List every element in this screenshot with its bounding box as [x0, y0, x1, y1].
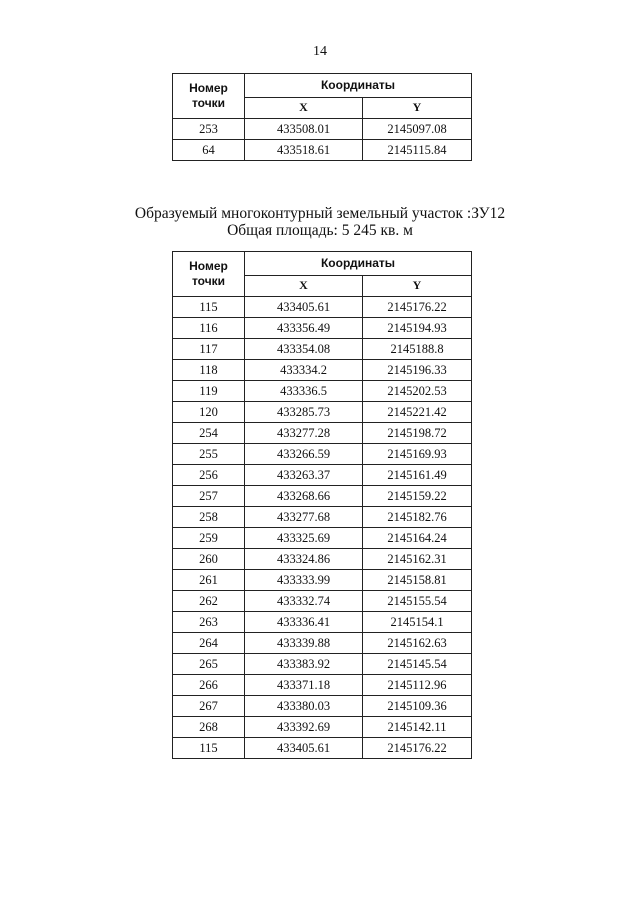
x-coordinate-cell: 433325.69 [245, 528, 363, 549]
point-number-cell: 267 [173, 696, 245, 717]
x-header: X [245, 97, 363, 118]
point-number-cell: 254 [173, 423, 245, 444]
y-coordinate-cell: 2145115.84 [363, 140, 472, 161]
point-number-cell: 115 [173, 297, 245, 318]
y-coordinate-cell: 2145154.1 [363, 612, 472, 633]
y-coordinate-cell: 2145109.36 [363, 696, 472, 717]
y-coordinate-cell: 2145188.8 [363, 339, 472, 360]
point-number-cell: 264 [173, 633, 245, 654]
point-number-cell: 256 [173, 465, 245, 486]
x-coordinate-cell: 433266.59 [245, 444, 363, 465]
table-row [173, 549, 472, 570]
y-coordinate-cell: 2145162.63 [363, 633, 472, 654]
y-coordinate-cell: 2145221.42 [363, 402, 472, 423]
table-row [173, 360, 472, 381]
table-row [173, 297, 472, 318]
x-coordinate-cell: 433277.68 [245, 507, 363, 528]
y-coordinate-cell: 2145169.93 [363, 444, 472, 465]
x-coordinate-cell: 433354.08 [245, 339, 363, 360]
table-row [173, 486, 472, 507]
x-coordinate-cell: 433405.61 [245, 297, 363, 318]
point-number-cell: 262 [173, 591, 245, 612]
table-row [173, 381, 472, 402]
coordinates-table-2 [172, 251, 472, 759]
coordinates-header: Координаты [245, 252, 472, 276]
table-row [173, 465, 472, 486]
x-coordinate-cell: 433405.61 [245, 738, 363, 759]
point-number-cell: 117 [173, 339, 245, 360]
point-number-cell: 257 [173, 486, 245, 507]
point-number-cell: 265 [173, 654, 245, 675]
x-coordinate-cell: 433332.74 [245, 591, 363, 612]
x-coordinate-cell: 433508.01 [245, 119, 363, 140]
y-coordinate-cell: 2145202.53 [363, 381, 472, 402]
table-row [173, 507, 472, 528]
point-number-header: Номер точки [173, 74, 245, 119]
y-coordinate-cell: 2145196.33 [363, 360, 472, 381]
table-row [173, 402, 472, 423]
y-coordinate-cell: 2145161.49 [363, 465, 472, 486]
point-number-cell: 64 [173, 140, 245, 161]
table-row [173, 675, 472, 696]
y-coordinate-cell: 2145182.76 [363, 507, 472, 528]
y-coordinate-cell: 2145142.11 [363, 717, 472, 738]
table-row [173, 612, 472, 633]
y-coordinate-cell: 2145198.72 [363, 423, 472, 444]
point-number-cell: 260 [173, 549, 245, 570]
y-coordinate-cell: 2145194.93 [363, 318, 472, 339]
y-coordinate-cell: 2145112.96 [363, 675, 472, 696]
x-coordinate-cell: 433383.92 [245, 654, 363, 675]
table-2-body [173, 297, 472, 759]
x-coordinate-cell: 433356.49 [245, 318, 363, 339]
table-row [173, 654, 472, 675]
point-number-cell: 258 [173, 507, 245, 528]
point-number-cell: 115 [173, 738, 245, 759]
y-coordinate-cell: 2145176.22 [363, 738, 472, 759]
x-coordinate-cell: 433263.37 [245, 465, 363, 486]
page-number: 14 [313, 44, 327, 59]
x-header: X [245, 275, 363, 296]
y-header: Y [363, 97, 472, 118]
point-number-cell: 263 [173, 612, 245, 633]
y-coordinate-cell: 2145097.08 [363, 119, 472, 140]
x-coordinate-cell: 433324.86 [245, 549, 363, 570]
point-number-cell: 261 [173, 570, 245, 591]
y-coordinate-cell: 2145145.54 [363, 654, 472, 675]
y-coordinate-cell: 2145176.22 [363, 297, 472, 318]
x-coordinate-cell: 433392.69 [245, 717, 363, 738]
point-number-cell: 259 [173, 528, 245, 549]
table-row [173, 423, 472, 444]
table-row [173, 444, 472, 465]
y-coordinate-cell: 2145159.22 [363, 486, 472, 507]
point-number-header: Номер точки [173, 252, 245, 297]
x-coordinate-cell: 433336.5 [245, 381, 363, 402]
point-number-cell: 116 [173, 318, 245, 339]
coordinates-header: Координаты [245, 74, 472, 98]
x-coordinate-cell: 433268.66 [245, 486, 363, 507]
y-coordinate-cell: 2145164.24 [363, 528, 472, 549]
x-coordinate-cell: 433518.61 [245, 140, 363, 161]
x-coordinate-cell: 433277.28 [245, 423, 363, 444]
x-coordinate-cell: 433371.18 [245, 675, 363, 696]
total-area: Общая площадь: 5 245 кв. м [227, 222, 413, 239]
point-number-cell: 253 [173, 119, 245, 140]
point-number-cell: 120 [173, 402, 245, 423]
y-coordinate-cell: 2145155.54 [363, 591, 472, 612]
point-number-cell: 119 [173, 381, 245, 402]
x-coordinate-cell: 433334.2 [245, 360, 363, 381]
x-coordinate-cell: 433333.99 [245, 570, 363, 591]
point-number-cell: 266 [173, 675, 245, 696]
x-coordinate-cell: 433285.73 [245, 402, 363, 423]
table-row [173, 119, 472, 140]
table-row [173, 633, 472, 654]
table-row [173, 140, 472, 161]
table-row [173, 339, 472, 360]
y-header: Y [363, 275, 472, 296]
y-coordinate-cell: 2145162.31 [363, 549, 472, 570]
x-coordinate-cell: 433336.41 [245, 612, 363, 633]
table-row [173, 570, 472, 591]
point-number-cell: 118 [173, 360, 245, 381]
x-coordinate-cell: 433339.88 [245, 633, 363, 654]
y-coordinate-cell: 2145158.81 [363, 570, 472, 591]
x-coordinate-cell: 433380.03 [245, 696, 363, 717]
table-row [173, 717, 472, 738]
table-1-body [173, 119, 472, 161]
coordinates-table-1 [172, 73, 472, 161]
table-row [173, 591, 472, 612]
table-row [173, 318, 472, 339]
table-row [173, 738, 472, 759]
point-number-cell: 268 [173, 717, 245, 738]
table-row [173, 528, 472, 549]
point-number-cell: 255 [173, 444, 245, 465]
table-row [173, 696, 472, 717]
land-plot-title: Образуемый многоконтурный земельный участок :ЗУ12 [134, 205, 506, 222]
